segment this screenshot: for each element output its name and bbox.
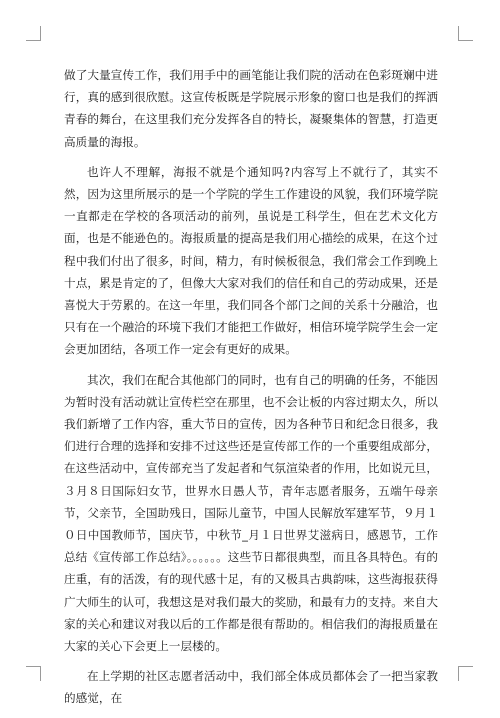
crop-mark-bottom-right xyxy=(458,666,473,681)
crop-mark-top-left xyxy=(26,26,41,41)
paragraph-1: 做了大量宣传工作，我们用手中的画笔能让我们院的活动在色彩斑斓中进行，真的感到很欣慰。这宣传板既是学院展示形象的窗口也是我们的挥洒青春的舞台，在这里我们充分发挥各自的特长，凝聚集体的智慧，打造更高质量的海报。 xyxy=(64,68,438,149)
paragraph-2: 也许人不理解，海报不就是个通知吗?内容写上不就行了，其实不然，因为这里所展示的是一个学院的学生工作建设的风貌，我们环境学院一直都走在学校的各项活动的前列，虽说是工科学生，但在艺术文化方面，也是不能逊色的。海报质量的提高是我们用心描绘的成果，在这个过程中我们付出了很多，时间，精力，有时候板很急，我们常会工作到晚上十点，累是肯定的了，但像大大家对我们的信任和自己的劳动成果，还是喜悦大于劳累的。在这一年里，我们同各个部门之间的关系十分融洽，也只有在一个融洽的环境下我们才能把工作做好，相信环境学院学生会一定会更加团结，各项工作一定会有更好的成果。 xyxy=(64,164,438,357)
paragraph-4: 在上学期的社区志愿者活动中，我们部全体成员都体会了一把当家教的感觉，在 xyxy=(64,669,438,706)
document-body xyxy=(64,64,438,718)
paragraph-3: 其次，我们在配合其他部门的同时，也有自己的明确的任务，不能因为暂时没有活动就让宣传栏空在那里，也不会让板的内容过期太久，所以我们新增了工作内容，重大节日的宣传，因为各种节日和纪念日很多，我们进行合理的选择和安排不过这些还是宣传部工作的一个重要组成部分，在这些活动中，宣传部充当了发起者和气氛渲染者的作用，比如说元旦，３月８日国际妇女节，世界水日愚人节，青年志愿者服务，五端午母亲节，父亲节，全国助残日，国际儿童节，中国人民解放军建军节，９月１０日中国教师节，国庆节，中秋节_月１日世界艾滋病日，感恩节，工作总结《宣传部工作总结》。。。。。。这些节日都很典型，而且各具特色。有的庄重，有的活泼，有的现代感十足，有的又极具古典韵味，这些海报获得广大师生的认可，我想这是对我们最大的奖励，和最有力的支持。来自大家的关心和建议对我以后的工作都是很有帮助的。相信我们的海报质量在大家的关心下会更上一层楼的。 xyxy=(64,372,438,654)
crop-mark-top-right xyxy=(458,26,473,41)
crop-mark-bottom-left xyxy=(26,666,41,681)
